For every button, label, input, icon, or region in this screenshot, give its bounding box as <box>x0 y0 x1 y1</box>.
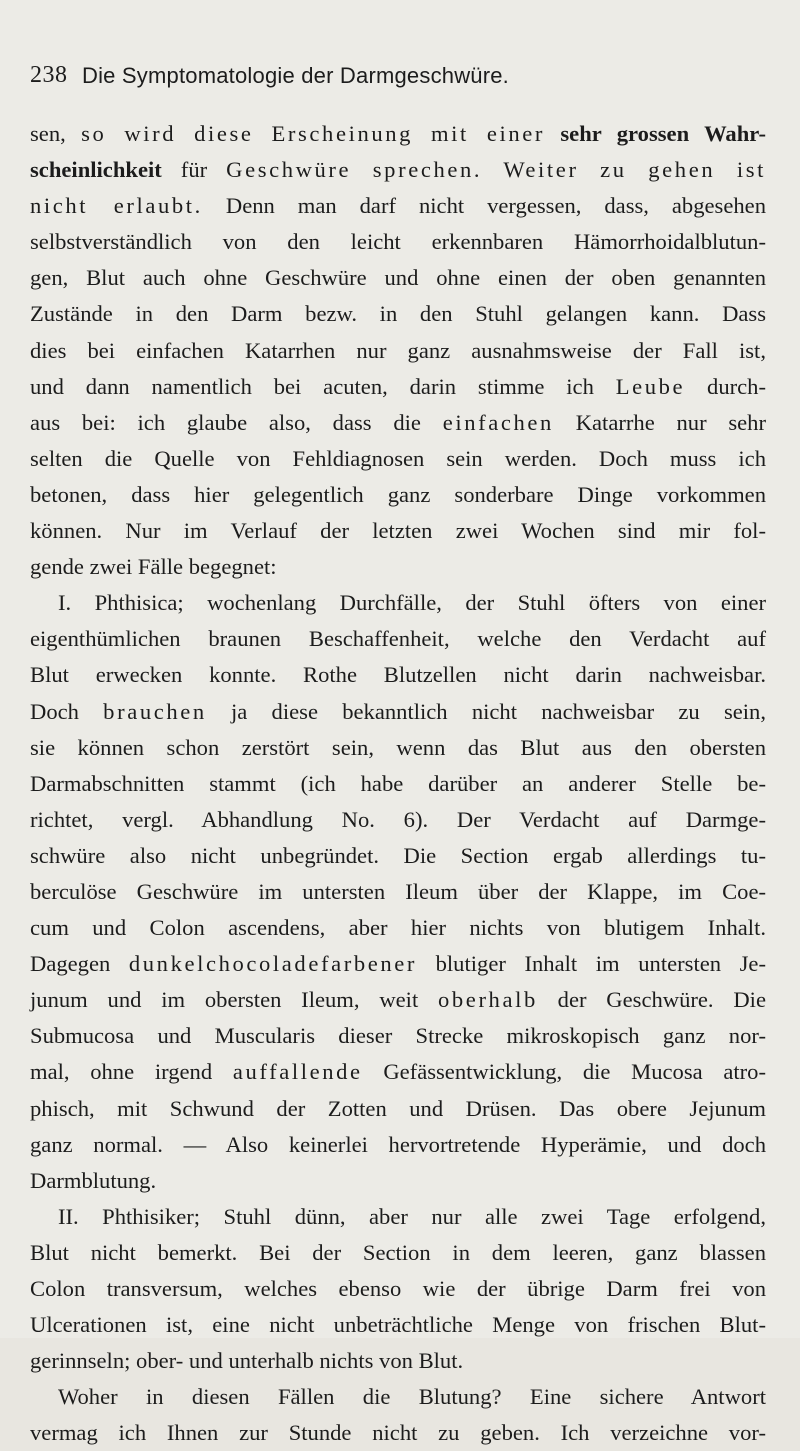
text-line-36: Woher in diesen Fällen die Blutung? Eine sichere Antwort <box>58 1384 766 1410</box>
page-header-title: Die Symptomatologie der Darmgeschwüre. <box>82 63 509 88</box>
text-line-21: schwüre also nicht unbegründet. Die Section ergab allerdings tu- <box>30 842 766 868</box>
text-line-15: eigenthümlichen braunen Beschaffenheit, welche den Verdacht auf <box>30 626 766 652</box>
text-line-34: Ulcerationen ist, eine nicht unbeträchtliche Menge von frischen Blut- <box>30 1312 766 1338</box>
text-line-16: Blut erwecken konnte. Rothe Blutzellen nicht darin nachweisbar. <box>30 662 766 688</box>
text-line-7: dies bei einfachen Katarrhen nur ganz ausnahmsweise der Fall ist, <box>30 337 766 363</box>
text-line-2: scheinlichkeit für Geschwüre sprechen. Weiter zu gehen ist <box>30 157 766 183</box>
text-line-5: gen, Blut auch ohne Geschwüre und ohne einen der oben genannten <box>30 265 766 291</box>
text-line-12: können. Nur im Verlauf der letzten zwei Wochen sind mir fol- <box>30 518 766 544</box>
text-line-30: Darmblutung. <box>30 1167 157 1193</box>
text-line-1: sen, so wird diese Erscheinung mit einer sehr grossen Wahr- <box>30 121 767 146</box>
text-line-24: Dagegen dunkelchocoladefarbener blutiger Inhalt im untersten Je- <box>30 951 766 977</box>
text-line-23: cum und Colon ascendens, aber hier nichts von blutigem Inhalt. <box>30 915 766 941</box>
text-line-37: vermag ich Ihnen zur Stunde nicht zu geben. Ich verzeichne vor- <box>30 1420 766 1446</box>
bold-phrase: scheinlichkeit <box>30 157 162 183</box>
text-line-27: mal, ohne irgend auffallende Gefässentwicklung, die Mucosa atro- <box>30 1059 766 1085</box>
text-line-4: selbstverständlich von den leicht erkennbaren Hämorrhoidalblutun- <box>30 229 766 255</box>
bold-phrase: sehr grossen Wahr- <box>560 121 767 146</box>
body-text <box>30 116 766 1451</box>
text-line-25: junum und im obersten Ileum, weit oberhalb der Geschwüre. Die <box>30 987 766 1013</box>
page-number: 238 <box>30 62 68 88</box>
running-header <box>30 62 770 96</box>
text-line-31: II. Phthisiker; Stuhl dünn, aber nur alle zwei Tage erfolgend, <box>58 1203 766 1229</box>
text-line-33: Colon transversum, welches ebenso wie der übrige Darm frei von <box>30 1276 766 1301</box>
text-line-14: I. Phthisica; wochenlang Durchfälle, der Stuhl öfters von einer <box>58 590 766 616</box>
text-line-10: selten die Quelle von Fehldiagnosen sein werden. Doch muss ich <box>30 445 766 471</box>
text-line-18: sie können schon zerstört sein, wenn das Blut aus den obersten <box>30 734 766 760</box>
text-line-3: nicht erlaubt. Denn man darf nicht vergessen, dass, abgesehen <box>30 193 766 219</box>
text-line-26: Submucosa und Muscularis dieser Strecke mikroskopisch ganz nor- <box>30 1023 766 1049</box>
text-line-13: gende zwei Fälle begegnet: <box>30 554 277 580</box>
text-line-35: gerinnseln; ober- und unterhalb nichts von Blut. <box>30 1348 464 1374</box>
text-line-19: Darmabschnitten stammt (ich habe darüber an anderer Stelle be- <box>30 770 766 796</box>
text-line-28: phisch, mit Schwund der Zotten und Drüsen. Das obere Jejunum <box>30 1095 766 1121</box>
text-line-6: Zustände in den Darm bezw. in den Stuhl gelangen kann. Dass <box>30 301 766 327</box>
text-line-22: berculöse Geschwüre im untersten Ileum über der Klappe, im Coe- <box>30 878 766 904</box>
text-line-29: ganz normal. — Also keinerlei hervortretende Hyperämie, und doch <box>30 1131 766 1157</box>
text-line-9: aus bei: ich glaube also, dass die einfachen Katarrhe nur sehr <box>30 409 767 435</box>
text-line-20: richtet, vergl. Abhandlung No. 6). Der Verdacht auf Darmge- <box>30 806 766 832</box>
text-line-11: betonen, dass hier gelegentlich ganz sonderbare Dinge vorkommen <box>30 481 766 507</box>
text-line-8: und dann namentlich bei acuten, darin stimme ich Leube durch- <box>30 373 766 399</box>
text-line-17: Doch brauchen ja diese bekanntlich nicht nachweisbar zu sein, <box>30 698 766 724</box>
text-line-32: Blut nicht bemerkt. Bei der Section in dem leeren, ganz blassen <box>30 1239 766 1265</box>
